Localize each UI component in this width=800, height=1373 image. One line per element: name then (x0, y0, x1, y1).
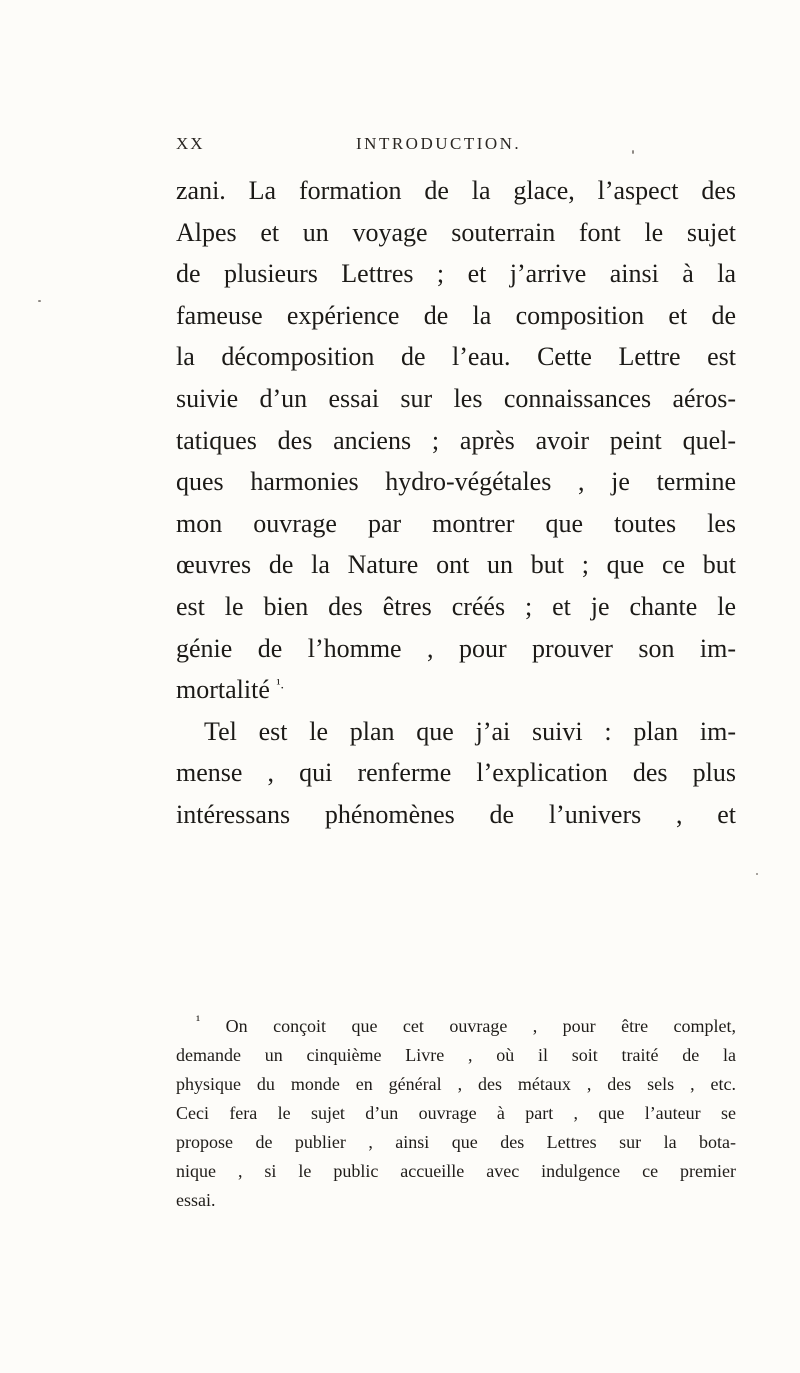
paper-speck (632, 150, 634, 154)
text-line: suivie d’un essai sur les connaissances aéros- (176, 383, 736, 413)
text-line: œuvres de la Nature ont un but ; que ce but (176, 550, 736, 580)
footnote-line: propose de publier , ainsi que des Lettres sur la bota- (176, 1132, 736, 1152)
footnote-line: Ceci fera le sujet d’un ouvrage à part , que l’auteur se (176, 1103, 736, 1123)
text-line: la décomposition de l’eau. Cette Lettre est (176, 342, 736, 372)
footnote-block (176, 1012, 736, 1215)
page-number: XX (176, 134, 205, 153)
footnote-line: demande un cinquième Livre , où il soit traité de la (176, 1045, 736, 1065)
footnote-line: essai. (176, 1190, 216, 1210)
text-line: mense , qui renferme l’explication des plus (176, 758, 736, 788)
text-line: Alpes et un voyage souterrain font le sujet (176, 217, 736, 247)
running-title: INTRODUCTION. (356, 134, 522, 153)
text-line: génie de l’homme , pour prouver son im- (176, 633, 736, 663)
footnote-marker: ¹ (196, 1014, 201, 1029)
footnote-line: physique du monde en général , des métaux , des sels , etc. (176, 1074, 736, 1094)
footnote-text: On conçoit que cet ouvrage , pour être complet, (225, 1016, 736, 1036)
paragraph-start-line: Tel est le plan que j’ai suivi : plan im- (204, 716, 736, 746)
footnote-line (176, 1012, 736, 1041)
paper-speck (756, 873, 758, 875)
text-line-end: mortalité (176, 675, 270, 705)
text-line-with-note-ref (176, 669, 736, 711)
text-line: est le bien des êtres créés ; et je chante le (176, 591, 736, 621)
footnote-line: nique , si le public accueille avec indulgence ce premier (176, 1161, 736, 1181)
text-line: mon ouvrage par montrer que toutes les (176, 508, 736, 538)
footnote-reference: ¹. (276, 677, 285, 693)
paper-speck (38, 300, 41, 302)
text-line: zani. La formation de la glace, l’aspect des (176, 176, 736, 205)
text-line: intéressans phénomènes de l’univers , et (176, 799, 736, 829)
text-line: tatiques des anciens ; après avoir peint quel- (176, 425, 736, 455)
text-line: fameuse expérience de la composition et de (176, 300, 736, 330)
running-head (176, 134, 736, 156)
main-text (176, 170, 736, 836)
text-line: de plusieurs Lettres ; et j’arrive ainsi à la (176, 259, 736, 289)
text-line: ques harmonies hydro-végétales , je termine (176, 467, 736, 497)
